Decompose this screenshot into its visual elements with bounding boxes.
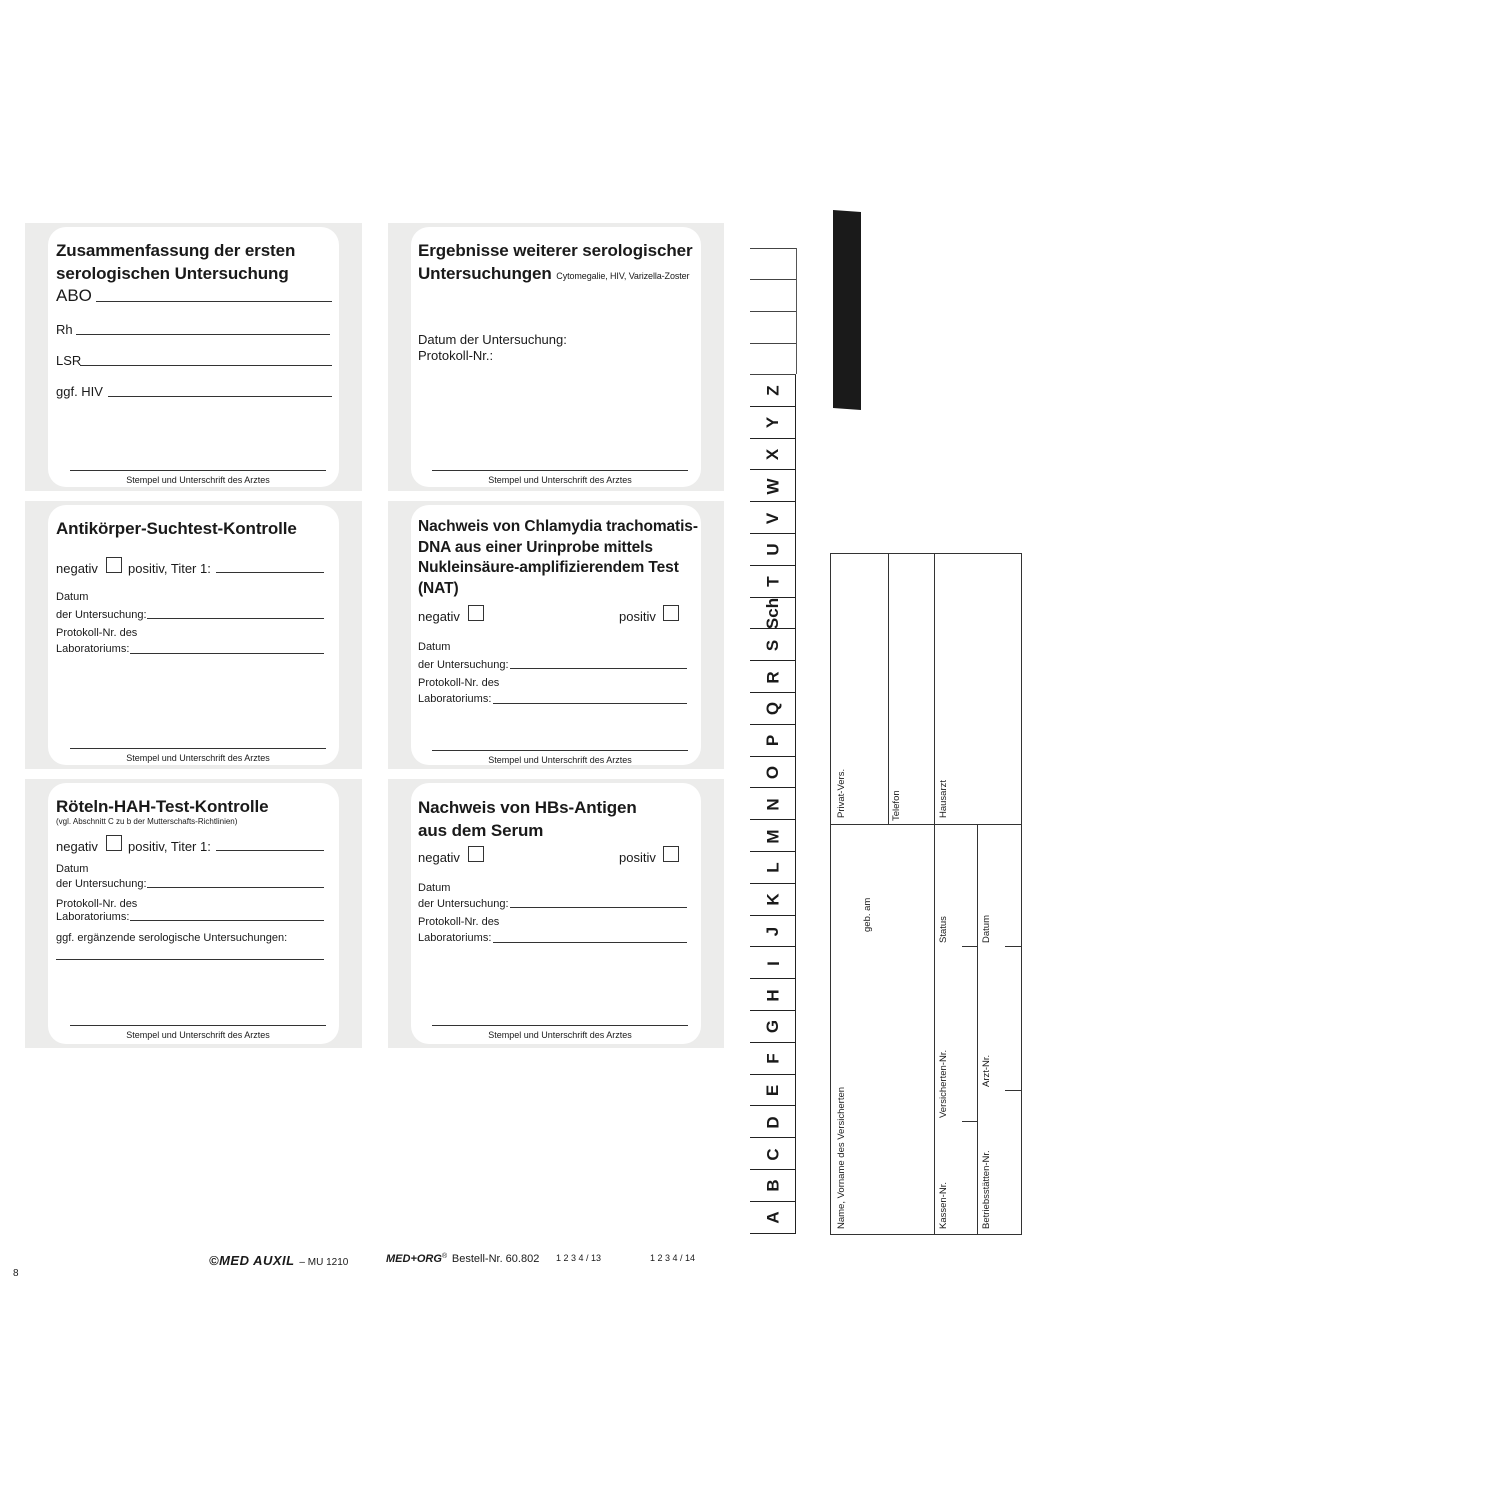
- index-tab-letter: N: [763, 798, 783, 811]
- laboratory-field[interactable]: [493, 942, 687, 943]
- card-2-title-small: Cytomegalie, HIV, Varizella-Zoster: [556, 270, 690, 281]
- index-tab-y[interactable]: [750, 407, 796, 439]
- card-tick: [962, 1121, 977, 1122]
- insurance-number-label: Kassen-Nr.: [938, 1182, 949, 1229]
- index-tab-letter-wrap: [750, 725, 796, 757]
- index-tab-letter-wrap: [750, 979, 796, 1011]
- copyright-symbol: ©: [209, 1253, 220, 1268]
- index-tab-letter-wrap: [750, 852, 796, 884]
- card-border-left: [830, 553, 831, 1235]
- index-tab-letter: O: [763, 765, 783, 780]
- index-tab-letter: G: [763, 1020, 783, 1034]
- lsr-field[interactable]: [80, 365, 332, 366]
- index-tab-a[interactable]: [750, 1202, 796, 1234]
- birth-date-label: geb. am: [862, 897, 873, 932]
- index-tab-t[interactable]: [750, 566, 796, 598]
- insured-name-label: Name, Vorname des Versicherten: [836, 1086, 847, 1229]
- signature-label: Stempel und Unterschrift des Arztes: [488, 755, 632, 765]
- index-tab-q[interactable]: [750, 693, 796, 725]
- sequence-2: 1 2 3 4 / 14: [650, 1253, 696, 1263]
- negativ-checkbox[interactable]: [106, 557, 122, 573]
- positiv-label: positiv: [619, 609, 656, 624]
- index-tab-letter-wrap: [750, 1106, 796, 1138]
- index-tab-letter-wrap: [750, 1011, 796, 1043]
- signature-line[interactable]: [70, 470, 326, 471]
- index-blank-line: [750, 311, 796, 312]
- index-tab-letter-wrap: [750, 629, 796, 661]
- index-tab-letter: B: [763, 1179, 783, 1193]
- index-tab-letter-wrap: [750, 407, 796, 439]
- card-4-title-line2: DNA aus einer Urinprobe mittels: [418, 538, 653, 556]
- index-tab-letter-wrap: [750, 1170, 796, 1202]
- card-6-title-line2: aus dem Serum: [418, 820, 544, 840]
- brand2-logo: MED+ORG: [386, 1253, 442, 1265]
- index-strip-border: [796, 248, 797, 374]
- card-5-subtitle: (vgl. Abschnitt C zu b der Mutterschafts-Richtlinien): [56, 817, 238, 826]
- index-tab-letter: Q: [763, 702, 783, 716]
- index-tab-letter-wrap: [750, 788, 796, 820]
- index-tab-i[interactable]: [750, 947, 796, 979]
- index-tab-letter-wrap: [750, 598, 796, 630]
- index-tab-letter-wrap: [750, 1202, 796, 1234]
- card-4-title-line4: (NAT): [418, 579, 459, 597]
- card-divider: [830, 824, 1021, 825]
- negativ-label: negativ: [56, 561, 98, 576]
- card-3-title: Antikörper-Suchtest-Kontrolle: [56, 519, 297, 538]
- index-tab-m[interactable]: [750, 820, 796, 852]
- doctor-number-label: Arzt-Nr.: [981, 1054, 992, 1087]
- signature-label: Stempel und Unterschrift des Arztes: [126, 1030, 270, 1040]
- index-tab-sch[interactable]: [750, 598, 796, 630]
- index-blank-line: [750, 248, 796, 249]
- card-divider: [934, 553, 935, 1235]
- exam-date-label: der Untersuchung:: [56, 878, 147, 890]
- index-tab-letter: S: [763, 639, 783, 651]
- index-tab-c[interactable]: [750, 1138, 796, 1170]
- index-tab-letter: U: [763, 543, 783, 557]
- index-tab-letter-wrap: [750, 661, 796, 693]
- laboratory-field[interactable]: [130, 653, 324, 654]
- index-tab-v[interactable]: [750, 502, 796, 534]
- card-1-title: [56, 240, 295, 285]
- card-border-top: [830, 553, 1021, 554]
- index-tab-s[interactable]: [750, 629, 796, 661]
- model-number: – MU 1210: [299, 1257, 349, 1268]
- index-tab-letter-wrap: [750, 502, 796, 534]
- signature-line[interactable]: [432, 470, 688, 471]
- index-tab-l[interactable]: [750, 852, 796, 884]
- card-4-title: [418, 517, 698, 599]
- index-tab-letter-wrap: [750, 820, 796, 852]
- laboratory-label: Laboratoriums:: [56, 643, 130, 655]
- rh-label: Rh: [56, 322, 73, 337]
- positiv-checkbox[interactable]: [663, 846, 679, 862]
- datum-label: Datum: [981, 915, 992, 943]
- index-tab-n[interactable]: [750, 788, 796, 820]
- index-tab-d[interactable]: [750, 1106, 796, 1138]
- laboratory-label: Laboratoriums:: [418, 693, 492, 705]
- index-tab-letter-wrap: [750, 757, 796, 789]
- page-number: 8: [13, 1268, 19, 1279]
- laboratory-label: Laboratoriums:: [418, 932, 492, 944]
- index-tab-x[interactable]: [750, 439, 796, 471]
- site-number-label: Betriebsstätten-Nr.: [981, 1150, 992, 1229]
- index-tab-e[interactable]: [750, 1075, 796, 1107]
- index-tab-letter-wrap: [750, 884, 796, 916]
- brand-logo: MED AUXIL: [219, 1253, 295, 1268]
- negativ-label: negativ: [418, 850, 460, 865]
- protocol-label: Protokoll-Nr. des: [56, 627, 138, 639]
- footer: [209, 1253, 348, 1268]
- card-2-title: [418, 240, 693, 285]
- footer-order: [386, 1253, 539, 1265]
- sequence-1: 1 2 3 4 / 13: [556, 1253, 602, 1263]
- index-tab-letter: A: [763, 1211, 783, 1224]
- positiv-titer-label: positiv, Titer 1:: [128, 839, 211, 854]
- index-tab-u[interactable]: [750, 534, 796, 566]
- index-tab-letter: F: [763, 1053, 783, 1064]
- index-tab-letter-wrap: [750, 1138, 796, 1170]
- signature-line[interactable]: [432, 750, 688, 751]
- telefon-label: Telefon: [891, 790, 902, 821]
- card-2-title-line1: Ergebnisse weiterer serologischer: [418, 241, 693, 260]
- negativ-checkbox[interactable]: [468, 605, 484, 621]
- card-border-right: [1021, 553, 1022, 1235]
- supplementary-field[interactable]: [56, 959, 324, 960]
- card-5-title: Röteln-HAH-Test-Kontrolle: [56, 797, 269, 816]
- laboratory-label: Laboratoriums:: [56, 911, 130, 923]
- index-tab-letter-wrap: [750, 375, 796, 407]
- lsr-label: LSR: [56, 353, 82, 368]
- negativ-checkbox[interactable]: [468, 846, 484, 862]
- signature-line[interactable]: [70, 748, 326, 749]
- index-tab-z[interactable]: [750, 375, 796, 407]
- card-tick: [1005, 946, 1021, 947]
- index-tab-letter: Z: [763, 385, 783, 397]
- hausarzt-label: Hausarzt: [938, 779, 949, 818]
- rh-field[interactable]: [76, 334, 330, 335]
- exam-date-field[interactable]: [510, 907, 687, 908]
- index-tab-b[interactable]: [750, 1170, 796, 1202]
- card-1-title-line2: serologischen Untersuchung: [56, 263, 289, 283]
- index-tab-letter: R: [763, 670, 783, 684]
- positiv-checkbox[interactable]: [663, 605, 679, 621]
- index-blank-line: [750, 343, 796, 344]
- supplementary-label: ggf. ergänzende serologische Untersuchungen:: [56, 932, 288, 944]
- exam-date-field[interactable]: [510, 668, 687, 669]
- index-tab-letter: C: [763, 1147, 783, 1161]
- titer-field[interactable]: [216, 850, 324, 851]
- index-tab-letter: Y: [763, 417, 783, 429]
- positiv-titer-label: positiv, Titer 1:: [128, 561, 211, 576]
- card-4-title-line1: Nachweis von Chlamydia trachomatis-: [418, 518, 698, 535]
- card-1-title-line1: Zusammenfassung der ersten: [56, 241, 296, 260]
- index-tab-letter: X: [763, 448, 783, 461]
- index-tab-g[interactable]: [750, 1011, 796, 1043]
- signature-label: Stempel und Unterschrift des Arztes: [488, 475, 632, 485]
- titer-field[interactable]: [216, 572, 324, 573]
- card-4-title-line3: Nukleinsäure-amplifizierendem Test: [418, 559, 679, 576]
- signature-line[interactable]: [432, 1025, 688, 1026]
- index-tab-letter-wrap: [750, 439, 796, 471]
- index-tab-letter-wrap: [750, 1043, 796, 1075]
- index-tab-h[interactable]: [750, 979, 796, 1011]
- index-tab-letter: T: [763, 576, 783, 587]
- datum-label: Datum: [418, 641, 451, 653]
- datum-label: Datum: [56, 591, 89, 603]
- exam-date-label: Datum der Untersuchung:: [418, 332, 567, 347]
- signature-label: Stempel und Unterschrift des Arztes: [126, 475, 270, 485]
- positiv-label: positiv: [619, 850, 656, 865]
- kartei-label-bar: [833, 210, 861, 410]
- index-tab-letter: I: [763, 960, 783, 966]
- abo-field[interactable]: [96, 301, 332, 302]
- index-tab-letter: L: [763, 862, 783, 874]
- index-tab-letter: Sch: [763, 597, 783, 630]
- hiv-label: ggf. HIV: [56, 384, 103, 399]
- datum-label: Datum: [56, 863, 89, 875]
- index-tab-k[interactable]: [750, 884, 796, 916]
- protocol-label: Protokoll-Nr. des: [418, 677, 500, 689]
- protocol-label: Protokoll-Nr. des: [56, 898, 138, 910]
- kartei-label: Mutterschaftskartei: [878, 274, 895, 416]
- card-border-bottom: [830, 1234, 1021, 1235]
- index-tab-p[interactable]: [750, 725, 796, 757]
- card-2-title-line2-wrap: [418, 263, 693, 286]
- index-tab-j[interactable]: [750, 916, 796, 948]
- card-6-title: [418, 797, 637, 842]
- index-tab-r[interactable]: [750, 661, 796, 693]
- laboratory-field[interactable]: [493, 703, 687, 704]
- card-divider: [977, 824, 978, 1235]
- negativ-checkbox[interactable]: [106, 835, 122, 851]
- abo-label: ABO: [56, 286, 92, 305]
- index-tab-w[interactable]: [750, 470, 796, 502]
- status-label: Status: [938, 916, 949, 943]
- order-number: Bestell-Nr. 60.802: [451, 1253, 540, 1265]
- index-tab-letter: V: [763, 512, 783, 524]
- exam-date-label: der Untersuchung:: [56, 609, 147, 621]
- index-blank-line: [750, 279, 796, 280]
- index-tab-letter: H: [763, 988, 783, 1002]
- index-tab-letter: J: [763, 926, 783, 937]
- index-tab-letter-wrap: [750, 470, 796, 502]
- privat-vers-label: Privat-Vers.: [836, 768, 847, 818]
- card-divider: [888, 553, 889, 824]
- laboratory-field[interactable]: [130, 920, 324, 921]
- index-tab-letter-wrap: [750, 534, 796, 566]
- index-tab-letter-wrap: [750, 693, 796, 725]
- protocol-label: Protokoll-Nr. des: [418, 916, 500, 928]
- card-6-title-line1: Nachweis von HBs-Antigen: [418, 798, 637, 817]
- index-tab-letter: W: [763, 478, 783, 495]
- index-tab-letter-wrap: [750, 916, 796, 948]
- datum-label: Datum: [418, 882, 451, 894]
- exam-date-label: der Untersuchung:: [418, 898, 509, 910]
- index-tab-letter: E: [763, 1084, 783, 1097]
- index-tab-letter: M: [763, 828, 783, 844]
- exam-date-field[interactable]: [147, 887, 324, 888]
- protocol-label: Protokoll-Nr.:: [418, 348, 494, 363]
- index-tab-letter-wrap: [750, 566, 796, 598]
- index-tab-letter-wrap: [750, 947, 796, 979]
- index-tab-f[interactable]: [750, 1043, 796, 1075]
- index-tab-letter: D: [763, 1116, 783, 1129]
- index-tab-letter: P: [763, 735, 783, 747]
- exam-date-field[interactable]: [147, 618, 324, 619]
- signature-line[interactable]: [70, 1025, 326, 1026]
- negativ-label: negativ: [56, 839, 98, 854]
- signature-label: Stempel und Unterschrift des Arztes: [126, 753, 270, 763]
- insured-number-label: Versicherten-Nr.: [938, 1049, 949, 1118]
- index-tab-letter-wrap: [750, 1075, 796, 1107]
- hiv-field[interactable]: [108, 396, 332, 397]
- card-tick: [1005, 1090, 1021, 1091]
- negativ-label: negativ: [418, 609, 460, 624]
- registered-mark: ®: [441, 1253, 448, 1260]
- card-tick: [962, 946, 977, 947]
- exam-date-label: der Untersuchung:: [418, 659, 509, 671]
- index-tab-o[interactable]: [750, 757, 796, 789]
- index-tab-letter: K: [763, 893, 783, 906]
- signature-label: Stempel und Unterschrift des Arztes: [488, 1030, 632, 1040]
- card-2-title-line2: Untersuchungen: [418, 263, 552, 283]
